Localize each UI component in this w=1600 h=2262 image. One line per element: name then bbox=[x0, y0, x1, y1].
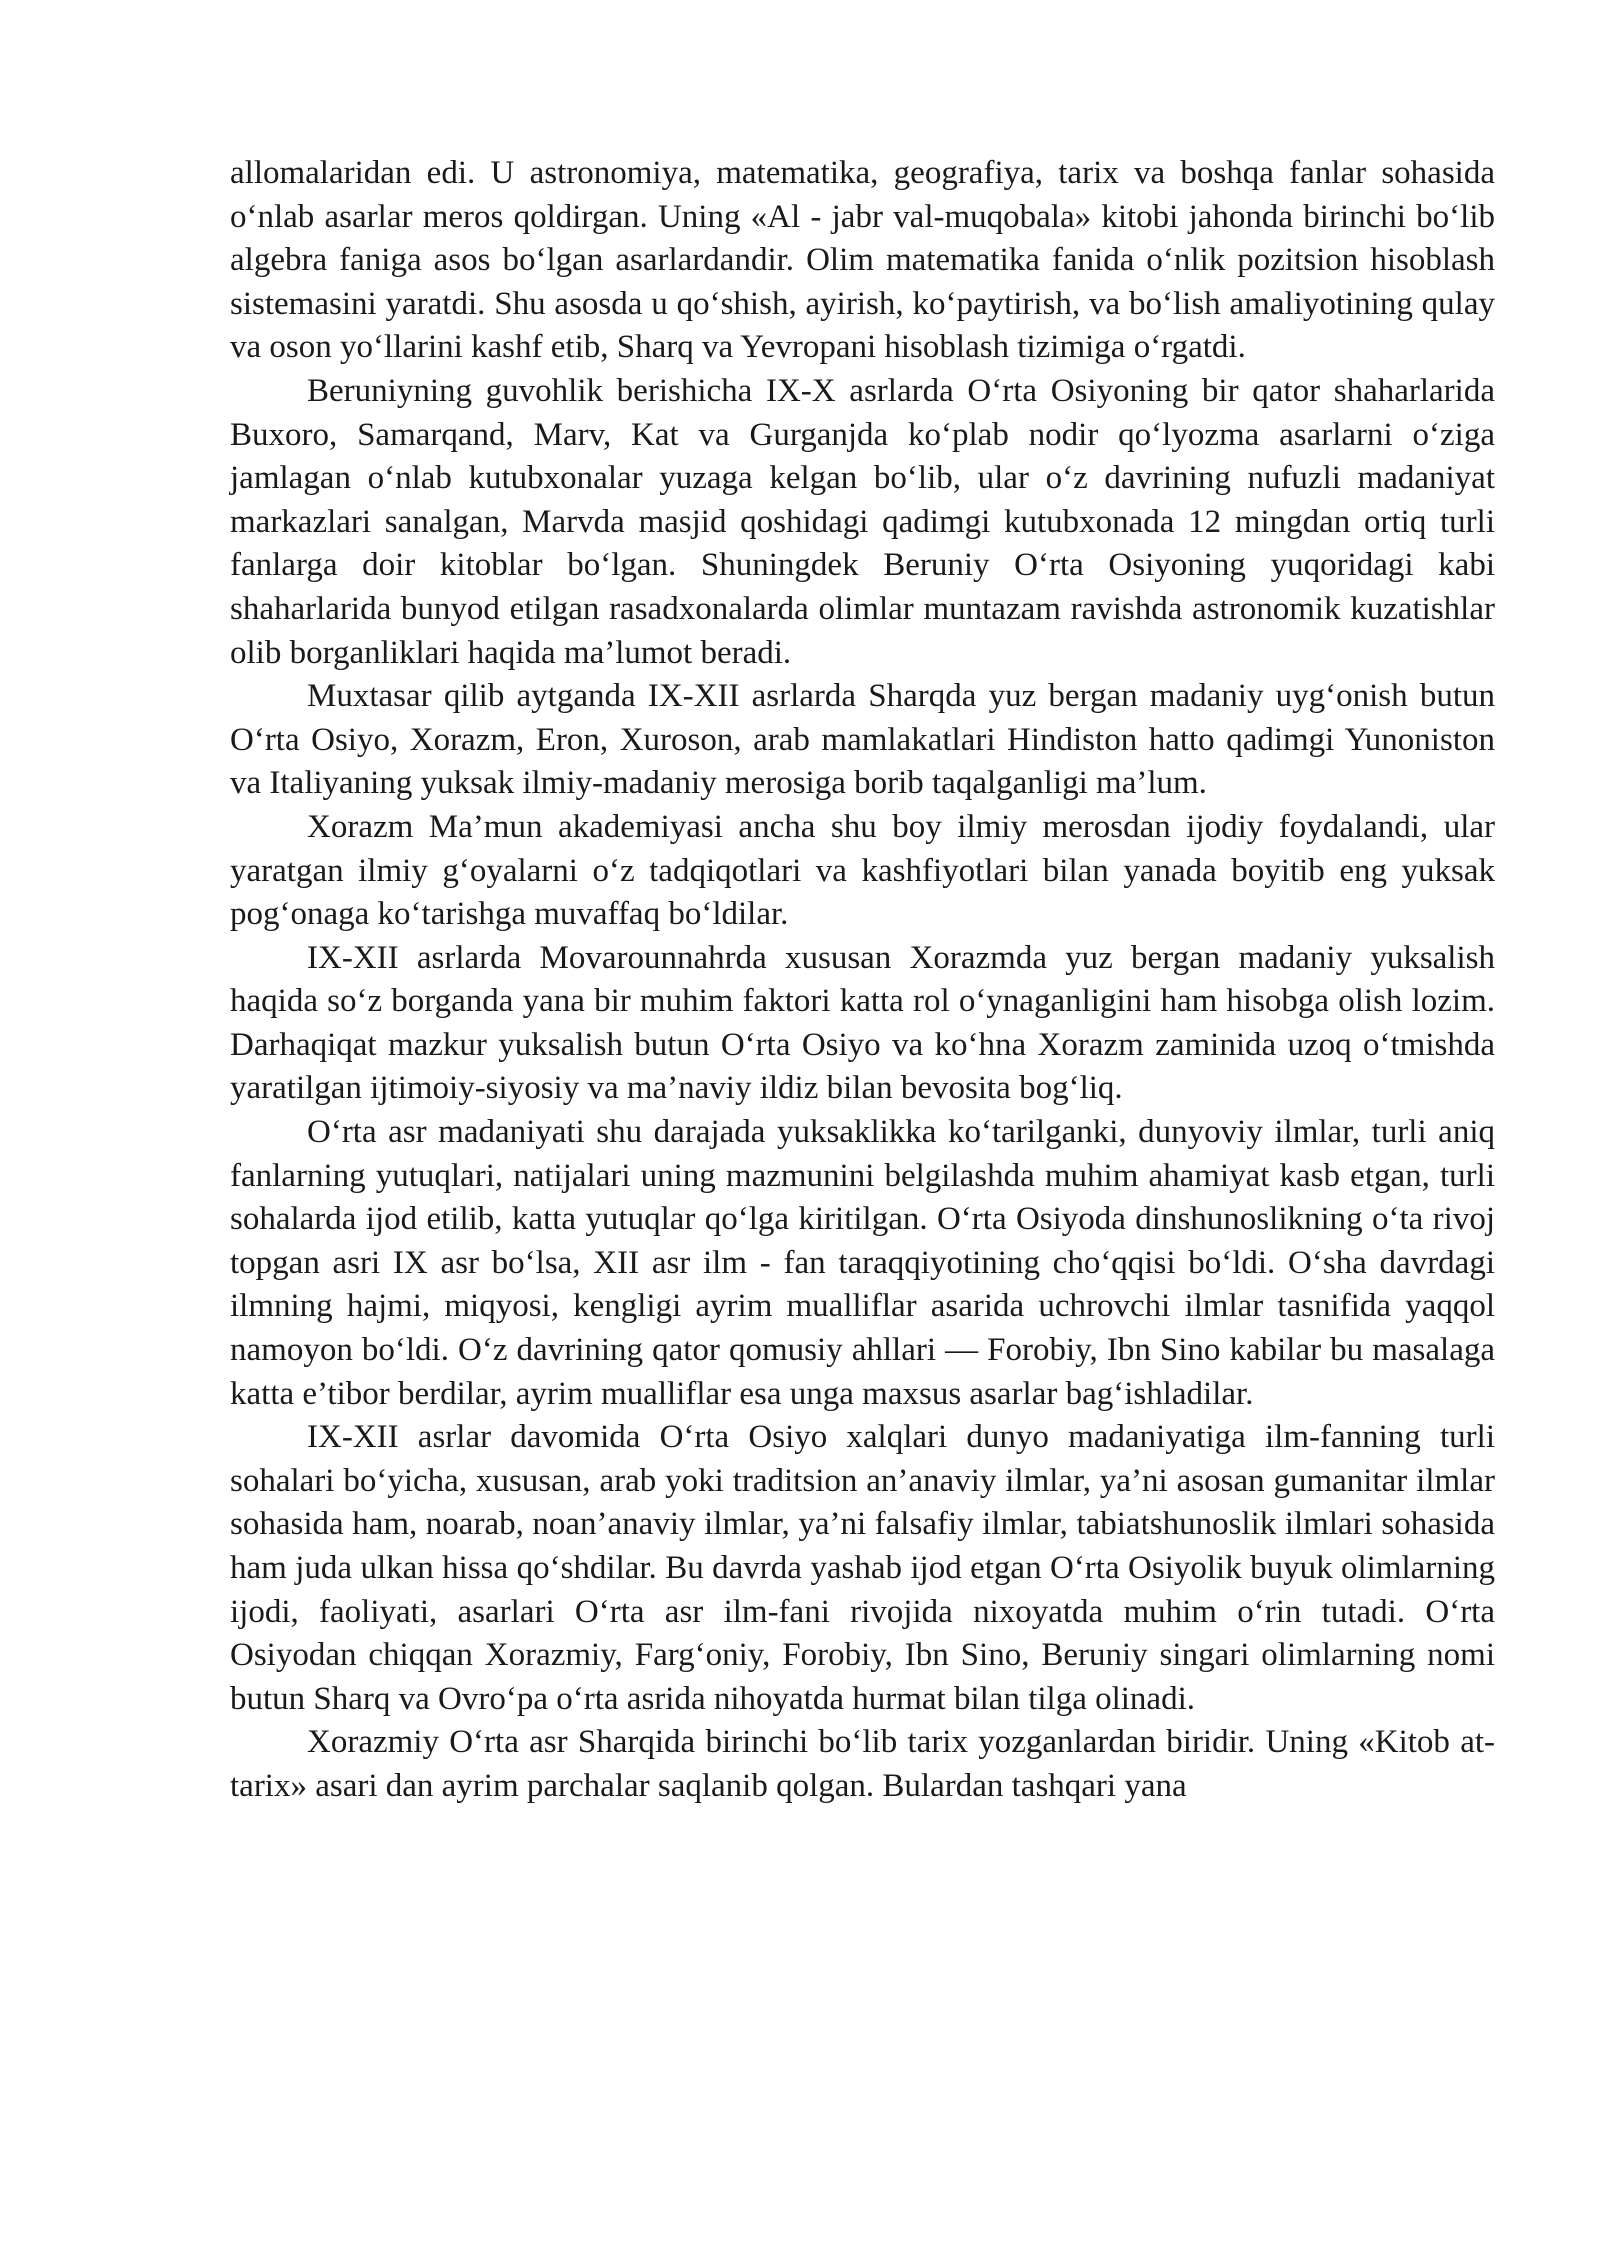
paragraph-medieval-culture: O‘rta asr madaniyati shu darajada yuksaklikka ko‘tarilganki, dunyoviy ilmlar, turli aniq fanlarning yutuqlari, natijalari uning mazmunini belgilashda muhim ahamiyat kasb etgan, turli sohalarda ijod etilib, katta yutuqlar qo‘lga kiritilgan. O‘rta Osiyoda dinshunoslikning o‘ta rivoj topgan asri IX asr bo‘lsa, XII asr ilm - fan taraqqiyotining cho‘qqisi bo‘ldi. O‘sha davrdagi ilmning hajmi, miqyosi, kengligi ayrim mualliflar asarida uchrovchi ilmlar tasnifida yaqqol namoyon bo‘ldi. O‘z davrining qator qomusiy ahllari — Forobiy, Ibn Sino kabilar bu masalaga katta e’tibor berdilar, ayrim mualliflar esa unga maxsus asarlar bag‘ishladilar. bbox=[230, 1114, 1495, 1412]
paragraph-continued: allomalaridan edi. U astronomiya, matematika, geografiya, tarix va boshqa fanlar sohasida o‘nlab asarlar meros qoldirgan. Uning «Al - jabr val-muqobala» kitobi jahonda birinchi bo‘lib algebra faniga asos bo‘lgan asarlardandir. Olim matematika fanida o‘nlik pozitsion hisoblash sistemasini yaratdi. Shu asosda u qo‘shish, ayirish, ko‘paytirish, va bo‘lish amaliyotining qulay va oson yo‘llarini kashf etib, Sharq va Yevropani hisoblash tizimiga o‘rgatdi. bbox=[230, 155, 1495, 366]
paragraph-beruniy-libraries: Beruniyning guvohlik berishicha IX-X asrlarda O‘rta Osiyoning bir qator shaharlarida Buxoro, Samarqand, Marv, Kat va Gurganjda ko‘plab nodir qo‘lyozma asarlarni o‘ziga jamlagan o‘nlab kutubxonalar yuzaga kelgan bo‘lib, ular o‘z davrining nufuzli madaniyat markazlari sanalgan, Marvda masjid qoshidagi qadimgi kutubxonada 12 mingdan ortiq turli fanlarga doir kitoblar bo‘lgan. Shuningdek Beruniy O‘rta Osiyoning yuqoridagi kabi shaharlarida bunyod etilgan rasadxonalarda olimlar muntazam ravishda astronomik kuzatishlar olib borganliklari haqida ma’lumot beradi. bbox=[230, 372, 1495, 671]
paragraph-mamun-academy: Xorazm Ma’mun akademiyasi ancha shu boy ilmiy merosdan ijodiy foydalandi, ular yaratgan ilmiy g‘oyalarni o‘z tadqiqotlari va kashfiyotlari bilan yanada boyitib eng yuksak pog‘onaga ko‘tarishga muvaffaq bo‘ldilar. bbox=[230, 808, 1495, 933]
paragraph-renaissance-summary: Muxtasar qilib aytganda IX-XII asrlarda Sharqda yuz bergan madaniy uyg‘onish butun O‘rta Osiyo, Xorazm, Eron, Xuroson, arab mamlakatlari Hindiston hatto qadimgi Yunoniston va Italiyaning yuksak ilmiy-madaniy merosiga borib taqalganligi ma’lum. bbox=[230, 678, 1495, 802]
paragraph-khorezm-rise: IX-XII asrlarda Movarounnahrda xususan Xorazmda yuz bergan madaniy yuksalish haqida so‘z borganda yana bir muhim faktori katta rol o‘ynaganligini ham hisobga olish lozim. Darhaqiqat mazkur yuksalish butun O‘rta Osiyo va ko‘hna Xorazm zaminida uzoq o‘tmishda yaratilgan ijtimoiy-siyosiy va ma’naviy ildiz bilan bevosita bog‘liq. bbox=[230, 939, 1495, 1107]
paragraph-khorazmiy-history: Xorazmiy O‘rta asr Sharqida birinchi bo‘lib tarix yozganlardan biridir. Uning «Kitob at-tarix» asari dan ayrim parchalar saqlanib qolgan. Bulardan tashqari yana bbox=[230, 1724, 1495, 1804]
document-page bbox=[230, 152, 1495, 1809]
paragraph-central-asian-scholars: IX-XII asrlar davomida O‘rta Osiyo xalqlari dunyo madaniyatiga ilm-fanning turli sohalari bo‘yicha, xususan, arab yoki traditsion an’anaviy ilmlar, ya’ni asosan gumanitar ilmlar sohasida ham, noarab, noan’anaviy ilmlar, ya’ni falsafiy ilmlar, tabiatshunoslik ilmlari sohasida ham juda ulkan hissa qo‘shdilar. Bu davrda yashab ijod etgan O‘rta Osiyolik buyuk olimlarning ijodi, faoliyati, asarlari O‘rta asr ilm-fani rivojida nixoyatda muhim o‘rin tutadi. O‘rta Osiyodan chiqqan Xorazmiy, Farg‘oniy, Forobiy, Ibn Sino, Beruniy singari olimlarning nomi butun Sharq va Ovro‘pa o‘rta asrida nihoyatda hurmat bilan tilga olinadi. bbox=[230, 1419, 1495, 1717]
